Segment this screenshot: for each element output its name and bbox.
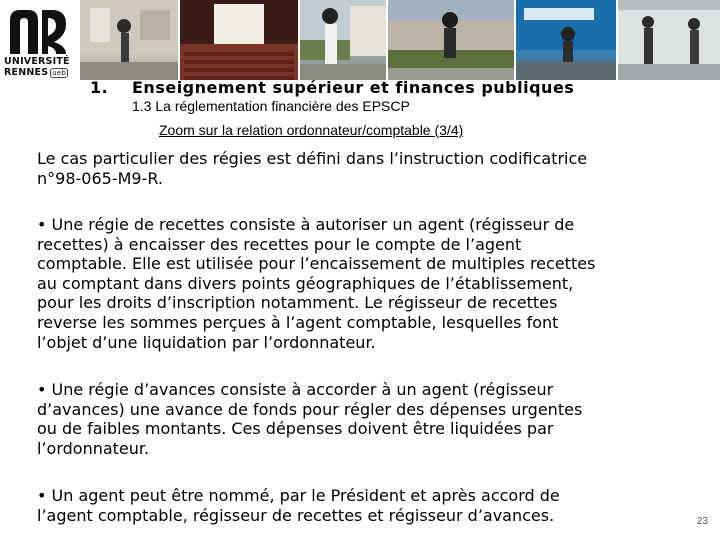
banner-photo-campus (300, 0, 386, 80)
banner-photo-library (516, 0, 616, 80)
paragraph-agent-nomination (37, 486, 677, 525)
section-number: 1. (90, 78, 109, 97)
text-line: reverse les sommes perçues à l’agent comptable, lesquelles font (37, 312, 559, 332)
text-line: Le cas particulier des régies est défini dans l’instruction codificatrice (37, 149, 588, 168)
banner-photo-courtyard (388, 0, 514, 80)
paragraph-regie-avances (37, 380, 677, 458)
text-line: l’objet d’une liquidation par l’ordonnateur. (37, 332, 376, 352)
university-logo (0, 0, 78, 80)
text-line: • Un agent peut être nommé, par le Président et après accord de (37, 486, 560, 505)
banner-photo-auditorium (180, 0, 298, 80)
ueb-badge: ueb (52, 69, 67, 77)
header-banner (0, 0, 720, 80)
text-line: au comptant dans divers points géographiques de l’établissement, (37, 273, 574, 293)
text-line: n°98-065-M9-R. (37, 168, 163, 188)
text-line: l’ordonnateur. (37, 438, 150, 458)
text-line: l’agent comptable, régisseur de recettes et régisseur d’avances. (37, 505, 555, 525)
paragraph-intro (37, 149, 677, 188)
banner-photo-corridor (618, 0, 720, 80)
text-line: ou de faibles montants. Ces dépenses doivent être liquidées par (37, 419, 554, 439)
slide-subtitle: Zoom sur la relation ordonnateur/comptable (3/4) (159, 122, 464, 138)
page-number: 23 (696, 516, 708, 527)
section-title: Enseignement supérieur et finances publiques (132, 78, 575, 97)
logo-text-line1: UNIVERSITÉ (4, 56, 70, 67)
text-line: recettes) à encaisser des recettes pour le compte de l’agent (37, 234, 522, 254)
text-line: d’avances) une avance de fonds pour régler des dépenses urgentes (37, 399, 583, 419)
text-line: comptable. Elle est utilisée pour l’encaissement de multiples recettes (37, 254, 596, 274)
paragraph-regie-recettes (37, 215, 677, 352)
text-line: • Une régie d’avances consiste à accorder à un agent (régisseur (37, 380, 554, 399)
text-line: pour les droits d’inscription notamment. Le régisseur de recettes (37, 293, 558, 313)
text-line: • Une régie de recettes consiste à autoriser un agent (régisseur de (37, 215, 575, 234)
logo-text-line2: RENNES ueb (4, 67, 67, 78)
subsection-title: 1.3 La réglementation financière des EPSCP (132, 98, 410, 114)
banner-photo-hall (80, 0, 178, 80)
logo-wordmark (4, 56, 76, 79)
rennes-logo-mark-icon (4, 6, 72, 56)
